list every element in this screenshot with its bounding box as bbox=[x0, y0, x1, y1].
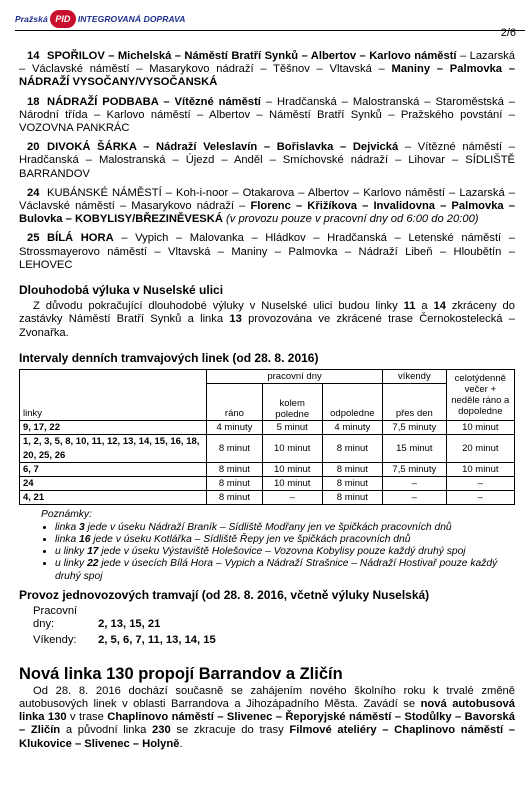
cell-noon: 10 minut bbox=[262, 435, 322, 462]
single-car-weekend bbox=[33, 634, 515, 647]
group-allday: celotýdenně večer + neděle ráno a dopoledne bbox=[446, 370, 514, 421]
weekdays-label: Pracovní dny: bbox=[33, 604, 78, 631]
note-item: • u linky 17 jede v úseku Výstaviště Holešovice – Vozovna Kobylisy pouze každý druhý spoj bbox=[55, 546, 515, 558]
cell-day: – bbox=[383, 477, 447, 491]
main-content bbox=[19, 50, 515, 751]
pid-logo bbox=[15, 8, 186, 30]
tram-line-18 bbox=[19, 96, 515, 136]
tram-line-route: 24 KUBÁNSKÉ NÁMĚSTÍ – Koh-i-noor – Otakarova – Albertov – Karlovo náměstí – Lazarská – Václavské náměstí – Masarykovo nádraží – Florenc – Křižíkova – Invalidovna – Palmovka – Bulovka – KOBYLISY/BŘEZINĚVESKÁ (v provozu pouze v pracovní dny od 6:00 do 20:00) bbox=[19, 186, 515, 226]
tram-line-25 bbox=[19, 232, 515, 272]
cell-day: 7,5 minuty bbox=[383, 421, 447, 435]
article-heading: Nová linka 130 propojí Barrandov a Zličín bbox=[19, 664, 343, 683]
cell-morning: 4 minuty bbox=[207, 421, 263, 435]
cell-afternoon: 8 minut bbox=[322, 435, 382, 462]
cell-afternoon: 4 minuty bbox=[322, 421, 382, 435]
col-noon: kolem poledne bbox=[262, 384, 322, 421]
table-row bbox=[20, 477, 515, 491]
cell-day: 7,5 minuty bbox=[383, 462, 447, 476]
cell-morning: 8 minut bbox=[207, 477, 263, 491]
note-item: • u linky 22 jede v úsecích Bílá Hora – Vypich a Nádraží Strašnice – Nádraží Hostivař pouze každý druhý spoj bbox=[55, 558, 515, 582]
tram-line-number: 14 bbox=[27, 50, 40, 62]
cell-noon: – bbox=[262, 491, 322, 505]
tram-line-number: 24 bbox=[27, 186, 40, 199]
intervals-title: Intervaly denních tramvajových linek (od 28. 8. 2016) bbox=[19, 350, 319, 365]
col-afternoon: odpoledne bbox=[322, 384, 382, 421]
tram-line-20 bbox=[19, 141, 515, 181]
tram-line-24 bbox=[19, 187, 515, 227]
cell-day: – bbox=[383, 491, 447, 505]
cell-day: 15 minut bbox=[383, 435, 447, 462]
cell-noon: 5 minut bbox=[262, 421, 322, 435]
tram-line-route: 14 SPOŘILOV – Michelská – Náměstí Bratří Synků – Albertov – Karlovo náměstí – Lazarská – Václavské náměstí – Masarykovo nádraží – Těšnov – Vltavská – Maniny – Palmovka – NÁDRAŽÍ VYSOČANY/VYSOČANSKÁ bbox=[19, 50, 515, 89]
logo-text-left: Pražská bbox=[15, 14, 48, 24]
weekdays-lines: 2, 13, 15, 21 bbox=[98, 618, 161, 631]
cell-evening: – bbox=[446, 477, 514, 491]
closure-title: Dlouhodobá výluka v Nuselské ulici bbox=[19, 283, 224, 298]
tram-line-number: 25 bbox=[27, 232, 40, 245]
cell-morning: 8 minut bbox=[207, 491, 263, 505]
tram-lines-list bbox=[19, 50, 515, 272]
single-car-title: Provoz jednovozových tramvají (od 28. 8. 2016, včetně výluky Nuselská) bbox=[19, 587, 430, 602]
cell-lines: 4, 21 bbox=[20, 491, 207, 505]
single-car-weekdays bbox=[33, 605, 515, 631]
cell-lines: 1, 2, 3, 5, 8, 10, 11, 12, 13, 14, 15, 16, 18, 20, 25, 26 bbox=[20, 435, 207, 462]
header-rule bbox=[15, 30, 525, 31]
single-car-section bbox=[19, 589, 515, 648]
cell-evening: 10 minut bbox=[446, 462, 514, 476]
tram-line-number: 18 bbox=[27, 95, 40, 108]
tram-line-14 bbox=[19, 50, 515, 90]
col-morning: ráno bbox=[207, 384, 263, 421]
cell-afternoon: 8 minut bbox=[322, 477, 382, 491]
intervals-body bbox=[20, 421, 515, 505]
tram-line-number: 20 bbox=[27, 141, 40, 154]
cell-evening: 10 minut bbox=[446, 421, 514, 435]
col-lines: linky bbox=[20, 370, 207, 421]
tram-line-route: 20 DIVOKÁ ŠÁRKA – Nádraží Veleslavín – Bořislavka – Dejvická – Vítězné náměstí – Hradčanská – Malostranská – Újezd – Anděl – Smíchovské nádraží – Lihovar – SÍDLIŠTĚ BARRANDOV bbox=[19, 141, 515, 180]
cell-lines: 24 bbox=[20, 477, 207, 491]
col-day: přes den bbox=[383, 384, 447, 421]
notes-list bbox=[41, 522, 515, 583]
intervals-table bbox=[19, 369, 515, 505]
cell-evening: – bbox=[446, 491, 514, 505]
pid-badge-icon: PID bbox=[50, 10, 76, 28]
cell-morning: 8 minut bbox=[207, 462, 263, 476]
table-row bbox=[20, 435, 515, 462]
weekend-lines: 2, 5, 6, 7, 11, 13, 14, 15 bbox=[98, 634, 216, 647]
page-number: 2/6 bbox=[500, 27, 516, 39]
cell-morning: 8 minut bbox=[207, 435, 263, 462]
notes-title: Poznámky: bbox=[41, 509, 92, 521]
cell-evening: 20 minut bbox=[446, 435, 514, 462]
cell-afternoon: 8 minut bbox=[322, 491, 382, 505]
table-row bbox=[20, 421, 515, 435]
table-row bbox=[20, 462, 515, 476]
tram-line-route: 18 NÁDRAŽÍ PODBABA – Vítězné náměstí – Hradčanská – Malostranská – Staroměstská – Národní třída – Karlovo náměstí – Albertov – Náměstí Bratří Synků – Pražského povstání – VOZOVNA PANKRÁC bbox=[19, 95, 516, 135]
cell-lines: 9, 17, 22 bbox=[20, 421, 207, 435]
cell-noon: 10 minut bbox=[262, 477, 322, 491]
weekend-label: Víkendy: bbox=[33, 634, 77, 647]
cell-lines: 6, 7 bbox=[20, 462, 207, 476]
closure-text: Z důvodu pokračující dlouhodobé výluky v Nuselské ulici budou linky 11 a 14 zkráceny do zastávky Náměstí Bratří Synků a linka 13 provozována ve zkrácené trase Černokostelecká – Zvonařka. bbox=[19, 300, 516, 339]
cell-afternoon: 8 minut bbox=[322, 462, 382, 476]
note-item: • linka 16 jede v úseku Kotlářka – Sídliště Řepy jen ve špičkách pracovních dnů bbox=[55, 534, 515, 546]
group-weekday: pracovní dny bbox=[207, 370, 383, 384]
table-row bbox=[20, 491, 515, 505]
group-weekend: víkendy bbox=[383, 370, 447, 384]
tram-line-route: 25 BÍLÁ HORA – Vypich – Malovanka – Hládkov – Hradčanská – Letenské náměstí – Strossmayerovo náměstí – Vltavská – Maniny – Palmovka – Nádraží Libeň – Hloubětín – LEHOVEC bbox=[19, 232, 515, 271]
logo-text-right: INTEGROVANÁ DOPRAVA bbox=[77, 14, 186, 24]
notes bbox=[41, 509, 515, 582]
page-header bbox=[15, 8, 525, 30]
note-item: • linka 3 jede v úseku Nádraží Braník – Sídliště Modřany jen ve špičkách pracovních dnů bbox=[55, 522, 515, 534]
article-text: Od 28. 8. 2016 dochází současně se zahájením nového školního roku k trvalé změně autobusových linek v oblasti Barrandova a Jihozápadního Města. Zavádí se nová autobusová linka 130 v trase Chaplinovo náměstí – Slivenec – Řeporyjské náměstí – Stodůlky – Bavorská – Zličín a původní linka 230 se zkracuje do trasy Filmové ateliéry – Chaplinovo náměstí – Klukovice – Slivenec – Holyně. bbox=[19, 684, 516, 750]
cell-noon: 10 minut bbox=[262, 462, 322, 476]
